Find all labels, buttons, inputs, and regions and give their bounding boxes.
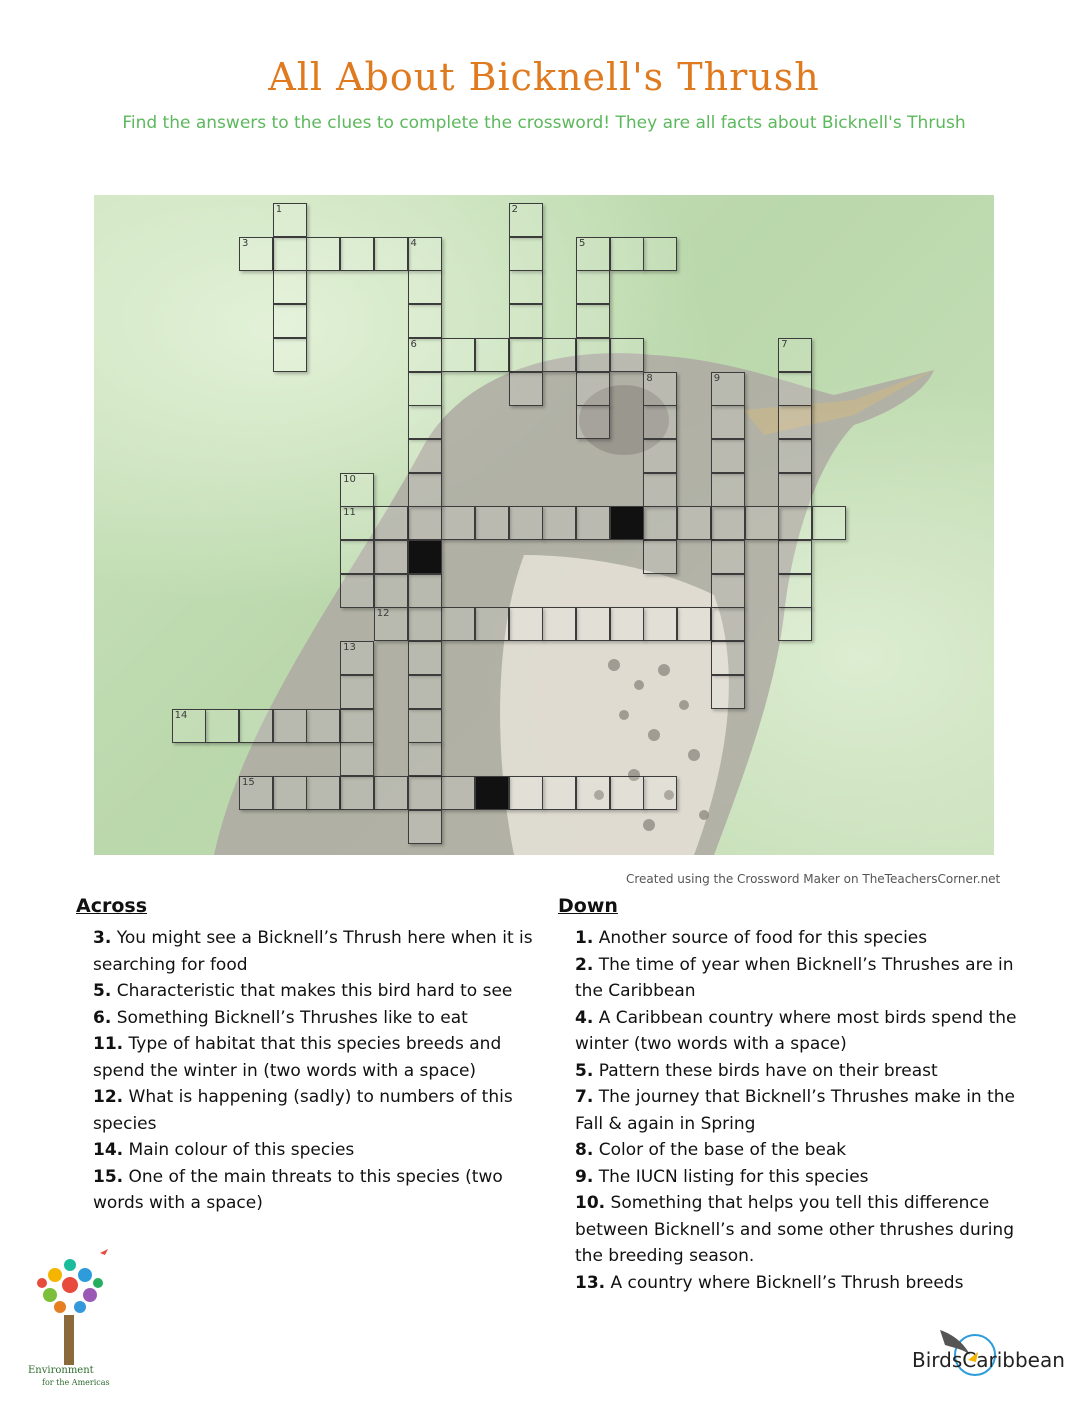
crossword-cell[interactable] bbox=[340, 742, 374, 776]
crossword-cell[interactable] bbox=[542, 776, 576, 810]
crossword-cell[interactable] bbox=[509, 203, 543, 237]
svg-text:for the Americas: for the Americas bbox=[42, 1378, 110, 1387]
down-clue-text: The journey that Bicknell’s Thrushes make in the Fall & again in Spring bbox=[575, 1087, 1016, 1134]
crossword-cell[interactable] bbox=[408, 675, 442, 709]
page-title: All About Bicknell's Thrush bbox=[268, 55, 820, 99]
crossword-cell[interactable] bbox=[408, 607, 442, 641]
crossword-cell[interactable] bbox=[340, 574, 374, 608]
across-clue-text: Something Bicknell’s Thrushes like to eat bbox=[111, 1007, 468, 1028]
crossword-clue-number: 2 bbox=[511, 204, 518, 215]
environment-for-the-americas-logo bbox=[20, 1245, 120, 1395]
down-clues bbox=[558, 893, 1028, 1296]
crossword-cell[interactable] bbox=[643, 439, 677, 473]
across-clue bbox=[76, 925, 546, 978]
crossword-cell[interactable] bbox=[408, 304, 442, 338]
down-clue-number: 1. bbox=[575, 928, 594, 948]
crossword-cell[interactable] bbox=[643, 776, 677, 810]
crossword-cell[interactable] bbox=[711, 607, 745, 641]
crossword-cell[interactable] bbox=[374, 574, 408, 608]
crossword-cell[interactable] bbox=[273, 203, 307, 237]
crossword-cell[interactable] bbox=[273, 304, 307, 338]
crossword-clue-number: 8 bbox=[646, 372, 653, 384]
crossword-cell[interactable] bbox=[778, 405, 812, 439]
across-clue-number: 6. bbox=[93, 1007, 112, 1028]
across-clue bbox=[76, 1084, 546, 1137]
crossword-cell[interactable] bbox=[610, 338, 644, 372]
crossword-cell[interactable] bbox=[643, 237, 677, 271]
crossword-cell[interactable] bbox=[475, 506, 509, 540]
crossword-cell[interactable] bbox=[778, 540, 812, 574]
crossword-cell[interactable] bbox=[643, 540, 677, 574]
down-clue-text: Another source of food for this species bbox=[593, 928, 928, 948]
across-clue bbox=[76, 1031, 546, 1084]
crossword-cell[interactable] bbox=[408, 405, 442, 439]
crossword-cell[interactable] bbox=[239, 776, 273, 810]
crossword-cell[interactable] bbox=[778, 372, 812, 406]
crossword-cell[interactable] bbox=[509, 270, 543, 304]
crossword-cell[interactable] bbox=[576, 607, 610, 641]
down-clue-number: 7. bbox=[575, 1087, 594, 1107]
crossword-clue-number: 5 bbox=[579, 237, 586, 249]
across-clue bbox=[76, 1137, 546, 1164]
crossword-black-cell bbox=[475, 776, 509, 810]
crossword-cell[interactable] bbox=[239, 709, 273, 743]
crossword-cell[interactable] bbox=[812, 506, 846, 540]
crossword-cell[interactable] bbox=[610, 237, 644, 271]
crossword-clue-number: 13 bbox=[343, 642, 356, 654]
across-clue bbox=[76, 1005, 546, 1032]
birdscaribbean-wordmark bbox=[912, 1348, 1065, 1372]
crossword-cell[interactable] bbox=[509, 304, 543, 338]
crossword-cell[interactable] bbox=[374, 607, 408, 641]
crossword-cell[interactable] bbox=[408, 237, 442, 271]
crossword-cell[interactable] bbox=[408, 473, 442, 507]
across-clue-text: You might see a Bicknell’s Thrush here when it is searching for food bbox=[93, 928, 533, 975]
crossword-cell[interactable] bbox=[273, 709, 307, 743]
crossword-cell[interactable] bbox=[340, 506, 374, 540]
across-clue-number: 14. bbox=[93, 1140, 124, 1160]
crossword-cell[interactable] bbox=[340, 641, 374, 675]
down-clue bbox=[558, 1137, 1028, 1164]
crossword-clue-number: 6 bbox=[410, 338, 417, 350]
crossword-cell[interactable] bbox=[711, 574, 745, 608]
crossword-cell[interactable] bbox=[475, 607, 509, 641]
crossword-cell[interactable] bbox=[576, 304, 610, 338]
crossword-cell[interactable] bbox=[408, 270, 442, 304]
crossword-clue-number: 10 bbox=[343, 473, 356, 485]
crossword-cell[interactable] bbox=[340, 675, 374, 709]
down-clue-number: 8. bbox=[575, 1140, 594, 1160]
down-clue bbox=[558, 952, 1028, 1005]
crossword-clue-number: 14 bbox=[174, 709, 188, 721]
crossword-cell[interactable] bbox=[509, 506, 543, 540]
crossword-cell[interactable] bbox=[374, 540, 408, 574]
crossword-cell[interactable] bbox=[408, 742, 442, 776]
crossword-cell[interactable] bbox=[677, 506, 711, 540]
across-clue-text: Main colour of this species bbox=[123, 1140, 355, 1160]
down-clue bbox=[558, 925, 1028, 952]
crossword-clue-number: 12 bbox=[376, 608, 390, 620]
crossword-cell[interactable] bbox=[677, 607, 711, 641]
crossword-cell[interactable] bbox=[340, 237, 374, 271]
crossword-cell[interactable] bbox=[205, 709, 239, 743]
down-clue bbox=[558, 1270, 1028, 1297]
crossword-cell[interactable] bbox=[643, 607, 677, 641]
crossword-cell[interactable] bbox=[408, 709, 442, 743]
crossword-cell[interactable] bbox=[576, 372, 610, 406]
crossword-cell[interactable] bbox=[340, 709, 374, 743]
crossword-cell[interactable] bbox=[778, 473, 812, 507]
crossword-cell[interactable] bbox=[542, 607, 576, 641]
birds-word: Birds bbox=[912, 1348, 963, 1372]
down-clue-text: Pattern these birds have on their breast bbox=[593, 1060, 938, 1081]
crossword-cell[interactable] bbox=[778, 439, 812, 473]
crossword-clue-number: 1 bbox=[275, 204, 283, 215]
crossword-cell[interactable] bbox=[643, 506, 677, 540]
crossword-cell[interactable] bbox=[509, 776, 543, 810]
across-clue bbox=[76, 978, 546, 1005]
crossword-cell[interactable] bbox=[408, 810, 442, 844]
crossword-cell[interactable] bbox=[273, 776, 307, 810]
crossword-cell[interactable] bbox=[745, 506, 779, 540]
down-clue bbox=[558, 1190, 1028, 1270]
crossword-cell[interactable] bbox=[576, 506, 610, 540]
crossword-cell[interactable] bbox=[408, 641, 442, 675]
crossword-cell[interactable] bbox=[408, 439, 442, 473]
crossword-cell[interactable] bbox=[542, 338, 576, 372]
crossword-cell[interactable] bbox=[509, 338, 543, 372]
crossword-cell[interactable] bbox=[408, 574, 442, 608]
crossword-cell[interactable] bbox=[340, 540, 374, 574]
down-clue-text: The IUCN listing for this species bbox=[593, 1166, 869, 1187]
across-clue-number: 3. bbox=[93, 928, 112, 948]
across-clues bbox=[76, 893, 546, 1217]
crossword-cell[interactable] bbox=[374, 776, 408, 810]
crossword-cell[interactable] bbox=[408, 372, 442, 406]
crossword-cell[interactable] bbox=[441, 506, 475, 540]
crossword-cell[interactable] bbox=[273, 270, 307, 304]
crossword-cell[interactable] bbox=[711, 506, 745, 540]
across-clue-number: 5. bbox=[93, 981, 112, 1001]
crossword-cell[interactable] bbox=[643, 372, 677, 406]
crossword-black-cell bbox=[610, 506, 644, 540]
across-clue-text: Type of habitat that this species breeds and spend the winter in (two words with a space) bbox=[93, 1034, 502, 1081]
crossword-cell[interactable] bbox=[408, 776, 442, 810]
crossword-cell[interactable] bbox=[441, 607, 475, 641]
down-clue-text: The time of year when Bicknell’s Thrushes are in the Caribbean bbox=[575, 954, 1014, 1001]
crossword-cell[interactable] bbox=[610, 776, 644, 810]
crossword-clue-number: 9 bbox=[713, 372, 721, 384]
caribbean-word: Caribbean bbox=[962, 1348, 1065, 1372]
crossword-puzzle bbox=[94, 195, 994, 855]
crossword-cell[interactable] bbox=[273, 338, 307, 372]
crossword-cell[interactable] bbox=[711, 473, 745, 507]
crossword-cell[interactable] bbox=[711, 540, 745, 574]
crossword-cell[interactable] bbox=[509, 237, 543, 271]
crossword-cell[interactable] bbox=[408, 506, 442, 540]
crossword-cell[interactable] bbox=[778, 338, 812, 372]
crossword-cell[interactable] bbox=[576, 270, 610, 304]
crossword-clue-number: 11 bbox=[343, 507, 356, 519]
across-clue-number: 12. bbox=[93, 1087, 124, 1107]
across-clue bbox=[76, 1164, 546, 1217]
crossword-cell[interactable] bbox=[172, 709, 206, 743]
crossword-cell[interactable] bbox=[509, 607, 543, 641]
svg-text:Environment: Environment bbox=[28, 1365, 94, 1376]
down-clue-number: 2. bbox=[575, 954, 594, 975]
crossword-cell[interactable] bbox=[509, 372, 543, 406]
crossword-cell[interactable] bbox=[306, 709, 340, 743]
crossword-cell[interactable] bbox=[441, 776, 475, 810]
crossword-cell[interactable] bbox=[711, 641, 745, 675]
crossword-cell[interactable] bbox=[576, 776, 610, 810]
down-clue-number: 13. bbox=[575, 1272, 606, 1293]
down-clue-text: A country where Bicknell’s Thrush breeds bbox=[605, 1272, 964, 1293]
crossword-cell[interactable] bbox=[273, 237, 307, 271]
crossword-cell[interactable] bbox=[374, 237, 408, 271]
crossword-cell[interactable] bbox=[475, 338, 509, 372]
crossword-cell[interactable] bbox=[778, 607, 812, 641]
down-clue-text: A Caribbean country where most birds spend the winter (two words with a space) bbox=[575, 1007, 1017, 1054]
down-clue bbox=[558, 1084, 1028, 1137]
crossword-cell[interactable] bbox=[340, 776, 374, 810]
down-heading: Down bbox=[558, 895, 618, 917]
crossword-cell[interactable] bbox=[711, 405, 745, 439]
crossword-cell[interactable] bbox=[340, 473, 374, 507]
crossword-cell[interactable] bbox=[778, 506, 812, 540]
down-clue-number: 9. bbox=[575, 1166, 594, 1187]
crossword-black-cell bbox=[408, 540, 442, 574]
crossword-cell[interactable] bbox=[610, 607, 644, 641]
across-clue-number: 15. bbox=[93, 1166, 124, 1187]
crossword-clue-number: 4 bbox=[410, 237, 417, 249]
credit-line: Created using the Crossword Maker on TheTeachersCorner.net bbox=[626, 872, 1001, 886]
across-clue-text: One of the main threats to this species (two words with a space) bbox=[93, 1166, 503, 1213]
down-clue bbox=[558, 1005, 1028, 1058]
down-clue-text: Color of the base of the beak bbox=[593, 1140, 847, 1160]
crossword-cell[interactable] bbox=[778, 574, 812, 608]
page-subtitle: Find the answers to the clues to complete the crossword! They are all facts about Bicknell's Thrush bbox=[122, 113, 966, 133]
crossword-cell[interactable] bbox=[542, 506, 576, 540]
crossword-cell[interactable] bbox=[643, 473, 677, 507]
crossword-cell[interactable] bbox=[576, 237, 610, 271]
down-clue-text: Something that helps you tell this difference between Bicknell’s and some other thrushes during the breeding season. bbox=[575, 1193, 1014, 1266]
crossword-cell[interactable] bbox=[643, 405, 677, 439]
crossword-cell[interactable] bbox=[306, 237, 340, 271]
down-clue-number: 4. bbox=[575, 1007, 594, 1028]
crossword-cell[interactable] bbox=[711, 372, 745, 406]
crossword-clue-number: 3 bbox=[242, 237, 249, 249]
crossword-cell[interactable] bbox=[576, 405, 610, 439]
crossword-cell[interactable] bbox=[306, 776, 340, 810]
crossword-cell[interactable] bbox=[408, 338, 442, 372]
crossword-cell[interactable] bbox=[711, 439, 745, 473]
crossword-clue-number: 7 bbox=[781, 338, 788, 350]
down-clue-number: 10. bbox=[575, 1193, 606, 1213]
down-clue bbox=[558, 1164, 1028, 1191]
across-clue-text: What is happening (sadly) to numbers of this species bbox=[93, 1087, 513, 1134]
down-clue-number: 5. bbox=[575, 1060, 594, 1081]
across-heading: Across bbox=[76, 895, 148, 917]
across-clue-text: Characteristic that makes this bird hard to see bbox=[111, 981, 513, 1001]
crossword-cell[interactable] bbox=[576, 338, 610, 372]
crossword-cell[interactable] bbox=[711, 675, 745, 709]
across-clue-number: 11. bbox=[93, 1034, 124, 1054]
crossword-cell[interactable] bbox=[441, 338, 475, 372]
down-clue bbox=[558, 1058, 1028, 1085]
crossword-cell[interactable] bbox=[239, 237, 273, 271]
crossword-clue-number: 15 bbox=[242, 776, 255, 788]
crossword-cell[interactable] bbox=[374, 506, 408, 540]
